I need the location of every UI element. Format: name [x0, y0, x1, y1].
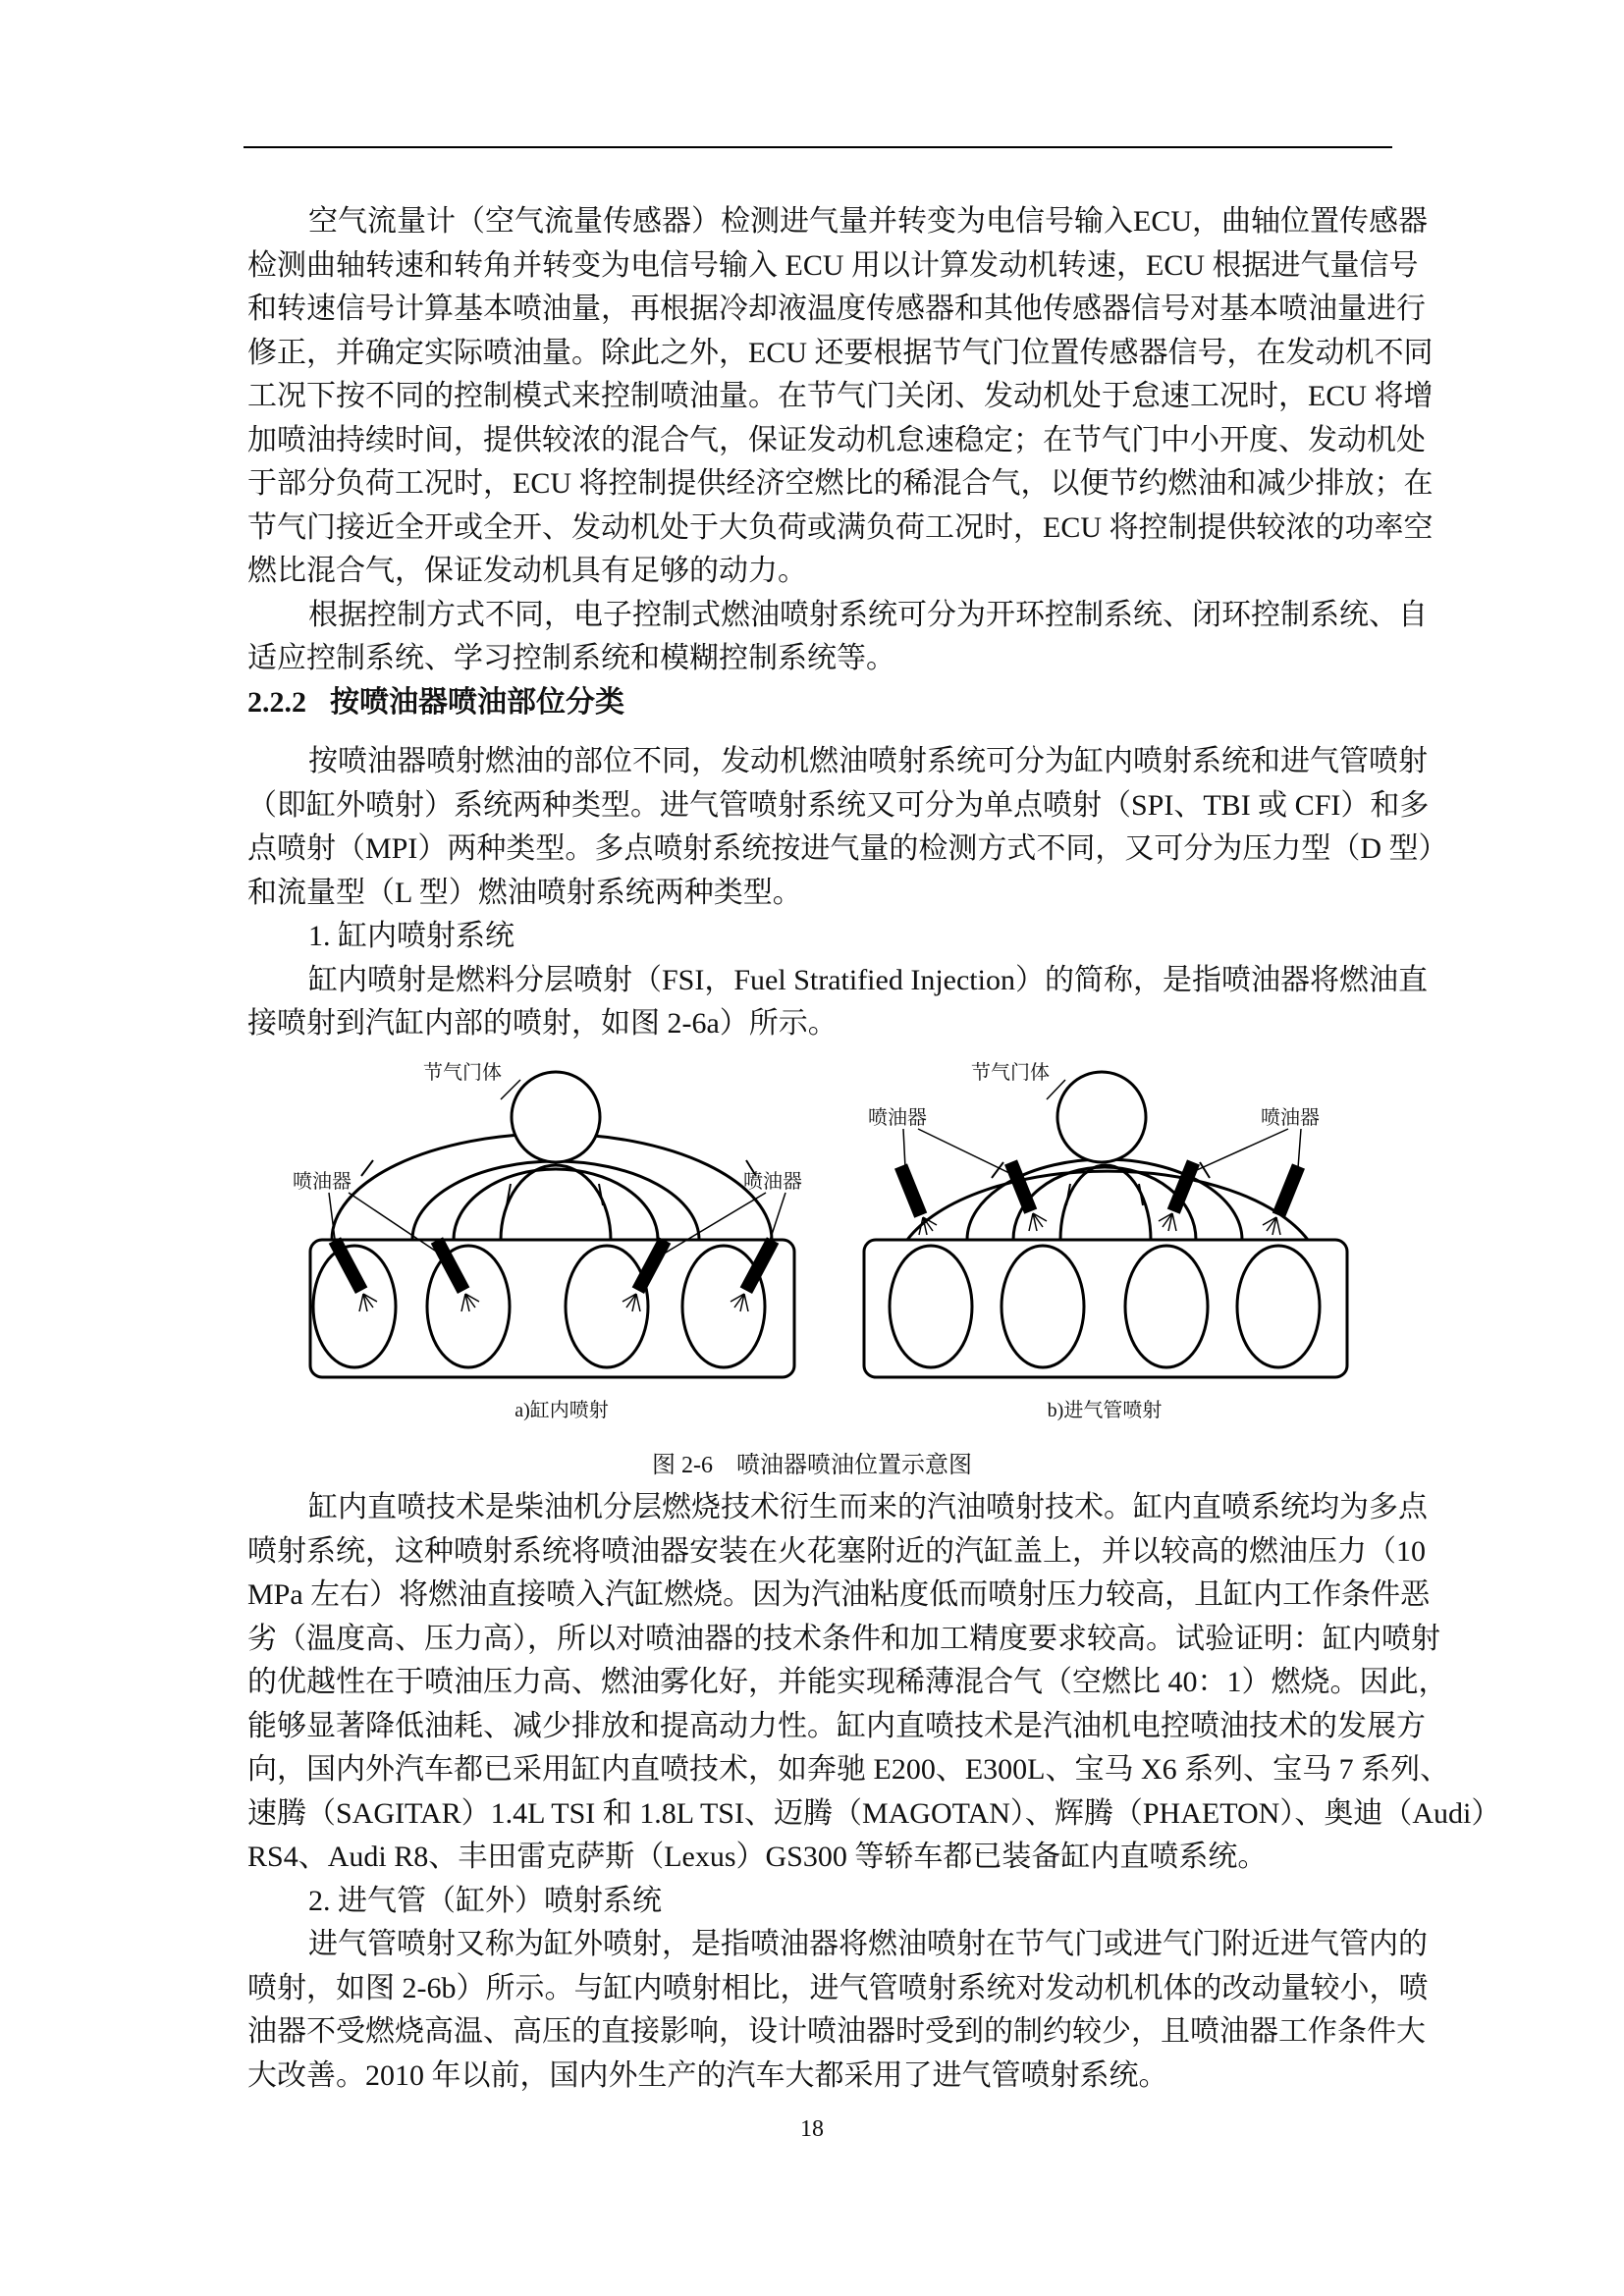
text-line: 劣（温度高、压力高），所以对喷油器的技术条件和加工精度要求较高。试验证明：缸内喷射: [247, 1622, 1440, 1655]
engine-block: [864, 1240, 1347, 1377]
text-line: 按喷油器喷射燃油的部位不同，发动机燃油喷射系统可分为缸内喷射系统和进气管喷射: [308, 745, 1428, 777]
figure-caption: [0, 1445, 1624, 1479]
text-line: 的优越性在于喷油压力高、燃油雾化好，并能实现稀薄混合气（空燃比 40：1）燃烧。因此，: [247, 1666, 1448, 1698]
text-line: 节气门接近全开或全开、发动机处于大负荷或满负荷工况时，ECU 将控制提供较浓的功率空: [247, 510, 1434, 544]
paragraph-3: [247, 740, 1448, 915]
text-line: 适应控制系统、学习控制系统和模糊控制系统等。: [247, 642, 895, 674]
label-injector-a-right: 喷油器: [743, 1171, 802, 1193]
text-line: 喷射系统，这种喷射系统将喷油器安装在火花塞附近的汽缸盖上，并以较高的燃油压力（10: [247, 1534, 1426, 1568]
paragraph-5: [247, 1486, 1501, 1880]
section-heading: [247, 681, 1392, 725]
text-line: 和转速信号计算基本喷油量，再根据冷却液温度传感器和其他传感器信号对基本喷油量进行: [247, 293, 1426, 325]
text-line: 空气流量计（空气流量传感器）检测进气量并转变为电信号输入ECU，曲轴位置传感器: [308, 205, 1428, 238]
text-line: （即缸外喷射）系统两种类型。进气管喷射系统又可分为单点喷射（SPI、TBI 或 CFI）和多: [247, 788, 1430, 822]
paragraph-2: [247, 594, 1428, 681]
label-injector-a-left: 喷油器: [293, 1171, 352, 1193]
label-throttle-body-a: 节气门体: [423, 1062, 502, 1084]
section-bottom: [247, 1486, 1501, 2098]
diagram-a-in-cylinder: [310, 1072, 794, 1377]
caption-number: 图 2-6: [652, 1453, 713, 1478]
figure-injector-positions: [0, 1041, 1624, 1453]
label-injector-b-right: 喷油器: [1261, 1107, 1320, 1129]
subheading-2: 2. 进气管（缸外）喷射系统: [308, 1884, 662, 1917]
text-line: 喷射，如图 2-6b）所示。与缸内喷射相比，进气管喷射系统对发动机机体的改动量较小，喷: [247, 1971, 1429, 2004]
text-line: 工况下按不同的控制模式来控制喷油量。在节气门关闭、发动机处于怠速工况时，ECU 将增: [247, 380, 1434, 412]
text-line: MPa 左右）将燃油直接喷入汽缸燃烧。因为汽油粘度低而喷射压力较高，且缸内工作条件恶: [247, 1578, 1431, 1611]
text-line: 燃比混合气，保证发动机具有足够的动力。: [247, 555, 807, 587]
text-line: 油器不受燃烧高温、高压的直接影响，设计喷油器时受到的制约较少，且喷油器工作条件大: [247, 2015, 1426, 2048]
text-line: 和流量型（L 型）燃油喷射系统两种类型。: [247, 876, 802, 909]
subcaption-b: b)进气管喷射: [1047, 1400, 1163, 1421]
fuel-spray: [359, 1294, 748, 1311]
text-line: 根据控制方式不同，电子控制式燃油喷射系统可分为开环控制系统、闭环控制系统、自: [308, 598, 1428, 631]
text-line: 加喷油持续时间，提供较浓的混合气，保证发动机怠速稳定；在节气门中小开度、发动机处: [247, 423, 1426, 456]
subcaption-a: a)缸内喷射: [514, 1400, 609, 1421]
text-line: RS4、Audi R8、丰田雷克萨斯（Lexus）GS300 等轿车都已装备缸内直喷系统。: [247, 1841, 1268, 1873]
text-line: 检测曲轴转速和转角并转变为电信号输入 ECU 用以计算发动机转速，ECU 根据进气量信号: [247, 248, 1419, 282]
text-line: 缸内直喷技术是柴油机分层燃烧技术衍生而来的汽油喷射技术。缸内直喷系统均为多点: [308, 1491, 1428, 1523]
text-line: 修正，并确定实际喷油量。除此之外，ECU 还要根据节气门位置传感器信号，在发动机不同: [247, 336, 1434, 369]
throttle-body-icon: [1057, 1072, 1146, 1162]
header-rule: [244, 146, 1392, 148]
subheading-1: 1. 缸内喷射系统: [308, 920, 514, 952]
text-line: 速腾（SAGITAR）1.4L TSI 和 1.8L TSI、迈腾（MAGOTAN）、辉腾（PHAETON）、奥迪（Audi）: [247, 1796, 1501, 1830]
paragraph-1: [247, 200, 1434, 594]
heading-title: 按喷油器喷油部位分类: [330, 685, 624, 719]
text-line: 于部分负荷工况时，ECU 将控制提供经济空燃比的稀混合气，以便节约燃油和减少排放；在: [247, 467, 1434, 500]
text-line: 缸内喷射是燃料分层喷射（FSI，Fuel Stratified Injection）的简称，是指喷油器将燃油直: [308, 963, 1428, 996]
label-throttle-body-b: 节气门体: [971, 1062, 1050, 1084]
text-line: 向，国内外汽车都已采用缸内直喷技术，如奔驰 E200、E300L、宝马 X6 系列、宝马 7 系列、: [247, 1753, 1450, 1786]
text-line: 进气管喷射又称为缸外喷射，是指喷油器将燃油喷射在节气门或进气门附近进气管内的: [308, 1928, 1428, 1960]
page-number: 18: [800, 2116, 824, 2142]
throttle-body-icon: [512, 1072, 600, 1162]
text-line: 点喷射（MPI）两种类型。多点喷射系统按进气量的检测方式不同，又可分为压力型（D 型）: [247, 832, 1448, 865]
text-line: 能够显著降低油耗、减少排放和提高动力性。缸内直喷技术是汽油机电控喷油技术的发展方: [247, 1709, 1426, 1742]
label-injector-b-left: 喷油器: [868, 1107, 927, 1129]
paragraph-4: [247, 959, 1428, 1046]
paragraph-6: [247, 1923, 1429, 2098]
section-top: [247, 200, 1448, 1046]
heading-number: 2.2.2: [247, 685, 306, 719]
text-line: 大改善。2010 年以前，国内外生产的汽车大都采用了进气管喷射系统。: [247, 2058, 1168, 2092]
text-line: 接喷射到汽缸内部的喷射，如图 2-6a）所示。: [247, 1007, 838, 1040]
caption-title: 喷油器喷油位置示意图: [736, 1453, 972, 1478]
